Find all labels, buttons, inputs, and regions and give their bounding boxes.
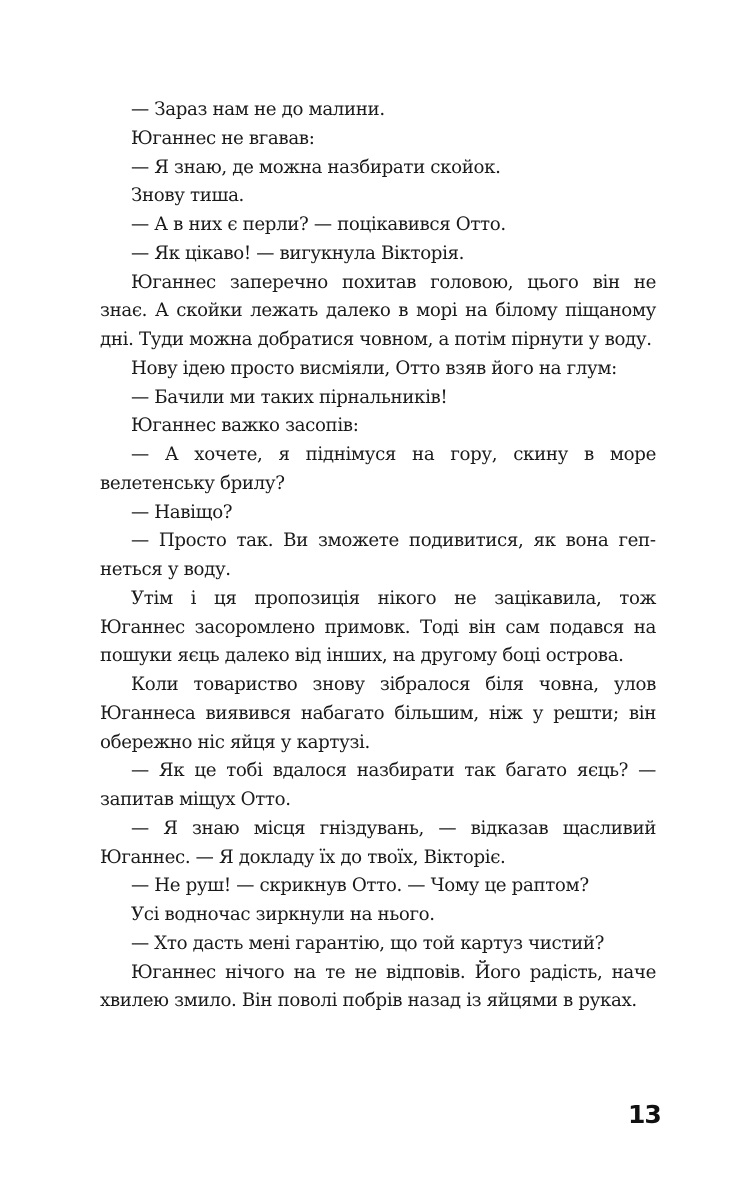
book-page-text [100,96,656,1016]
paragraph: — Я знаю, де можна назбирати скойок. [131,156,501,178]
paragraph: — Хто дасть мені гарантію, що той картуз чистий? [131,932,605,954]
page-number: 13 [628,1100,661,1129]
paragraph: Знову тиша. [131,185,244,207]
paragraph: — А хочете, я піднімуся на гору, скину в море велетенську брилу? [100,444,656,494]
paragraph: — Бачили ми таких пірнальників! [131,386,448,408]
paragraph: — Не руш! — скрикнув Отто. — Чому це раптом? [131,875,589,897]
paragraph: — Навіщо? [131,501,233,523]
paragraph: Юганнес не вгавав: [131,127,315,149]
paragraph: — Зараз нам не до малини. [131,99,385,120]
paragraph: Юганнес нічого на те не відповів. Його радість, наче хвилею змило. Він поволі побрів назад із яйцями в руках. [100,961,656,1012]
paragraph: — Просто так. Ви зможете подивитися, як вона гепнеться у воду. [100,530,656,580]
paragraph: — Як цікаво! — вигукнула Вікторія. [131,242,465,264]
paragraph: Усі водночас зиркнули на нього. [131,904,435,925]
paragraph: — Як це тобі вдалося назбирати так багато яєць? — запитав міщух Отто. [100,760,656,810]
paragraph: Утім і ця пропозиція нікого не зацікавила, тож Юганнес засоромлено примовк. Тоді він сам подався на пошуки яєць далеко від інших, на другому боці острова. [100,587,656,667]
paragraph: Юганнес важко засопів: [131,415,359,437]
paragraph: Юганнес заперечно похитав головою, цього він не знає. А скойки лежать далеко в морі на білому піщаному дні. Туди можна добратися човном, а потім пірнути у воду. [100,271,656,350]
paragraph: Коли товариство знову зібралося біля човна, улов Юганнеса виявився набагато більшим, ніж у решти; він обережно ніс яйця у картузі. [100,674,656,753]
paragraph: — Я знаю місця гніздувань, — відказав щасливий Юганнес. — Я докладу їх до твоїх, Вікторіє. [100,817,656,868]
paragraph: — А в них є перли? — поцікавився Отто. [131,214,506,235]
paragraph: Нову ідею просто висміяли, Отто взяв його на глум: [131,357,617,379]
